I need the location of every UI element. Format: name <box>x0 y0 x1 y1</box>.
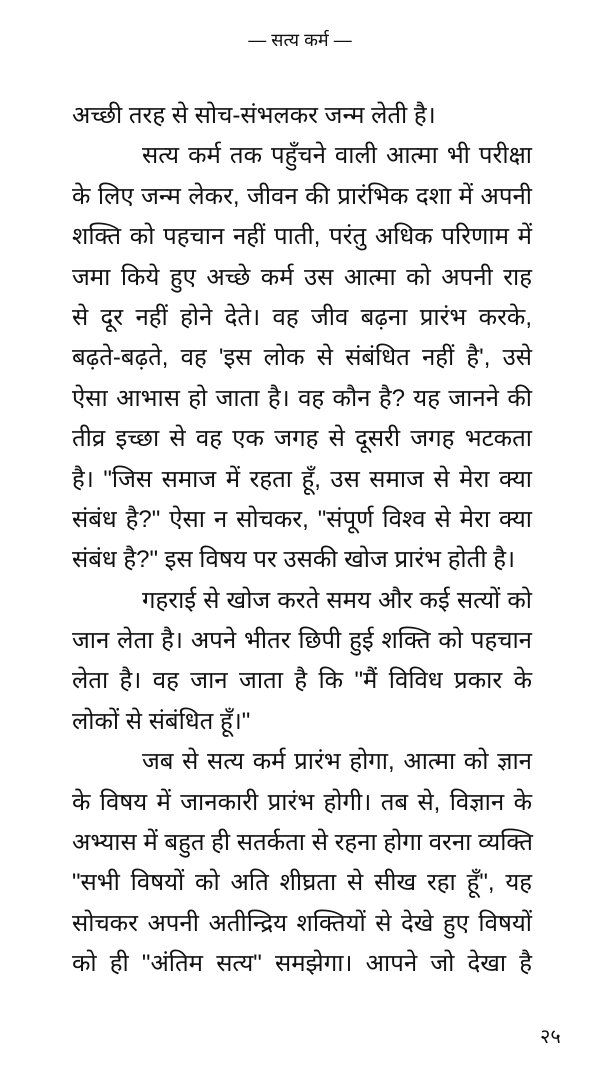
page-number: २५ <box>540 1026 561 1048</box>
text-line: ऐसा आभास हो जाता है। वह कौन है? यह जानने की <box>72 384 532 412</box>
text-line: बढ़ते-बढ़ते, वह 'इस लोक से संबंधित नहीं है', उसे <box>72 344 532 372</box>
text-line: से दूर नहीं होने देते। वह जीव बढ़ना प्रारंभ करके, <box>72 303 532 331</box>
body-text <box>72 96 532 985</box>
text-line: के विषय में जानकारी प्रारंभ होगी। तब से, विज्ञान के <box>72 788 532 816</box>
text-line: के लिए जन्म लेकर, जीवन की प्रारंभिक दशा में अपनी <box>72 182 532 210</box>
text-line: तीव्र इच्छा से वह एक जगह से दूसरी जगह भटकता <box>72 425 532 453</box>
paragraph-start-line: गहराई से खोज करते समय और कई सत्यों को <box>142 586 532 614</box>
text-line: लोकों से संबंधित हूँ।" <box>72 707 251 735</box>
text-line: है। "जिस समाज में रहता हूँ, उस समाज से मेरा क्या <box>72 465 532 493</box>
text-line: "सभी विषयों को अति शीघ्रता से सीख रहा हूँ", यह <box>72 869 532 897</box>
paragraph-start-line: जब से सत्य कर्म प्रारंभ होगा, आत्मा को ज्ञान <box>142 748 532 776</box>
text-line: अच्छी तरह से सोच-संभलकर जन्म लेती है। <box>72 102 436 129</box>
text-line: सोचकर अपनी अतीन्द्रिय शक्तियों से देखे हुए विषयों <box>72 909 532 937</box>
paragraph-start-line: सत्य कर्म तक पहुँचने वाली आत्मा भी परीक्षा <box>142 142 532 170</box>
text-line: संबंध है?" इस विषय पर उसकी खोज प्रारंभ होती है। <box>72 546 516 574</box>
text-line: जान लेता है। अपने भीतर छिपी हुई शक्ति को पहचान <box>72 627 532 655</box>
text-line: को ही "अंतिम सत्य" समझेगा। आपने जो देखा है <box>72 950 532 978</box>
running-header: — सत्य कर्म — <box>248 30 352 50</box>
text-line: लेता है। वह जान जाता है कि "मैं विविध प्रकार के <box>72 667 532 695</box>
text-line: संबंध है?" ऐसा न सोचकर, "संपूर्ण विश्व से मेरा क्या <box>72 505 532 533</box>
text-line: अभ्यास में बहुत ही सतर्कता से रहना होगा वरना व्यक्ति <box>72 829 533 857</box>
text-line: जमा किये हुए अच्छे कर्म उस आत्मा को अपनी राह <box>72 263 532 291</box>
text-line: शक्ति को पहचान नहीं पाती, परंतु अधिक परिणाम में <box>72 223 532 251</box>
